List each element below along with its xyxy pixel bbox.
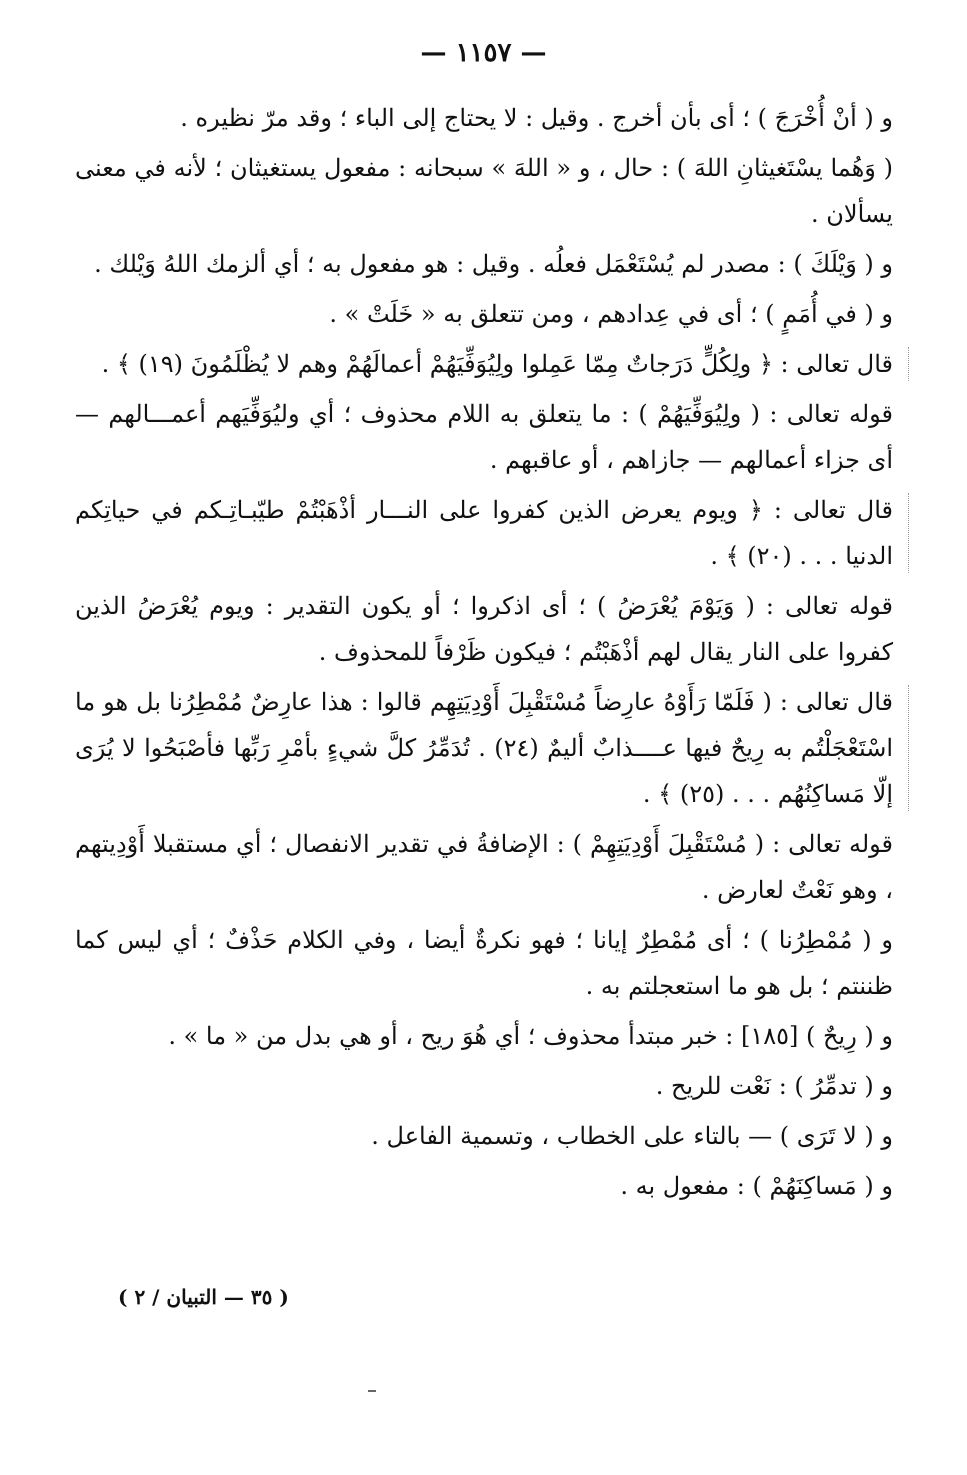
paragraph-13: و ( تدمِّرُ ) : نَعْت للريح .	[655, 1072, 893, 1100]
page-body	[75, 95, 893, 1213]
paragraph-2: ( وَهُما يسْتَغيثانِ اللهَ ) : حال ، و « اللهَ » سبحانه : مفعول يستغيثان ؛ لأنه في معنى يسألان .	[75, 154, 893, 228]
paragraph-10: قوله تعالى : ( مُسْتَقْبِلَ أَوْدِيَتِهِمْ ) : الإضافةُ في تقدير الانفصال ؛ أي مستقبلا أَوْدِيتهم ، وهو نَعْتٌ لعارض .	[75, 830, 893, 904]
page-footer: ( ٣٥ — التبيان / ٢ )	[118, 1285, 289, 1309]
paragraph-15: و ( مَساكِنَهُمْ ) : مفعول به .	[620, 1172, 893, 1200]
quran-verse-19: قال تعالى : ﴿ ولِكُلٍّ دَرَجاتٌ مِمّا عَمِلوا ولِيُوَفِّيَهُمْ أعمالَهُمْ وهم لا يُظْلَمُونَ (١٩) ﴾ .	[75, 341, 893, 387]
paragraph-1: و ( أنْ أُخْرَجَ ) ؛ أى بأن أخرج . وقيل : لا يحتاج إلى الباء ؛ وقد مرّ نظيره .	[180, 104, 893, 132]
paragraph-11: و ( مُمْطِرُنا ) ؛ أى مُمْطِرٌ إيانا ؛ فهو نكرةٌ أيضا ، وفي الكلام حَذْفٌ ؛ أي ليس كما ظننتم ؛ بل هو ما استعجلتم به .	[75, 926, 894, 1000]
paragraph-3: و ( وَيْلَكَ ) : مصدر لم يُسْتَعْمَل فعلُه . وقيل : هو مفعول به ؛ أي ألزمك اللهُ وَيْلك .	[94, 250, 893, 278]
stray-mark	[368, 1390, 376, 1392]
paragraph-4: و ( في أُمَمٍ ) ؛ أى في عِدادهم ، ومن تتعلق به « خَلَتْ » .	[329, 300, 893, 328]
paragraph-14: و ( لا تَرَى ) — بالتاء على الخطاب ، وتسمية الفاعل .	[371, 1122, 893, 1150]
paragraph-8: قوله تعالى : ( وَيَوْمَ يُعْرَضُ ) ؛ أى اذكروا ؛ أو يكون التقدير : ويوم يُعْرَضُ الذين كفروا على النار يقال لهم أذْهَبْتُم ؛ فيكون ظَرْفاً للمحذوف .	[75, 592, 893, 666]
paragraph-12: و ( رِيحٌ ) [١٨٥] : خبر مبتدأ محذوف ؛ أي هُوَ ريح ، أو هي بدل من « ما » .	[168, 1022, 893, 1050]
paragraph-6: قوله تعالى : ( ولِيُوَفِّيَهُمْ ) : ما يتعلق به اللام محذوف ؛ أي وليُوَفِّيَهم أعمـــالهم — أى جزاء أعمالهم — جازاهم ، أو عاقبهم .	[75, 400, 893, 474]
quran-verse-20: قال تعالى : ﴿ ويوم يعرض الذين كفروا على النـــار أذْهَبْتُمْ طيّبـاتِـكم في حياتِكم الدنيا . . . (٢٠) ﴾ .	[75, 487, 893, 579]
page-number: — ١١٥٧ —	[420, 38, 547, 68]
quran-verse-24-25: قال تعالى : ( فَلَمّا رَأَوْهُ عارِضاً مُسْتَقْبِلَ أَوْدِيَتِهِم قالوا : هذا عارِضٌ مُمْطِرُنا بل هو ما اسْتَعْجَلْتُم به رِيحٌ فيها عــــذابٌ أليمٌ (٢٤) . تُدَمِّرُ كلَّ شيءٍ بأمْرِ رَبِّها فأصْبَحُوا لا يُرَى إلّا مَساكِنُهُم . . . (٢٥) ﴾ .	[75, 679, 893, 817]
